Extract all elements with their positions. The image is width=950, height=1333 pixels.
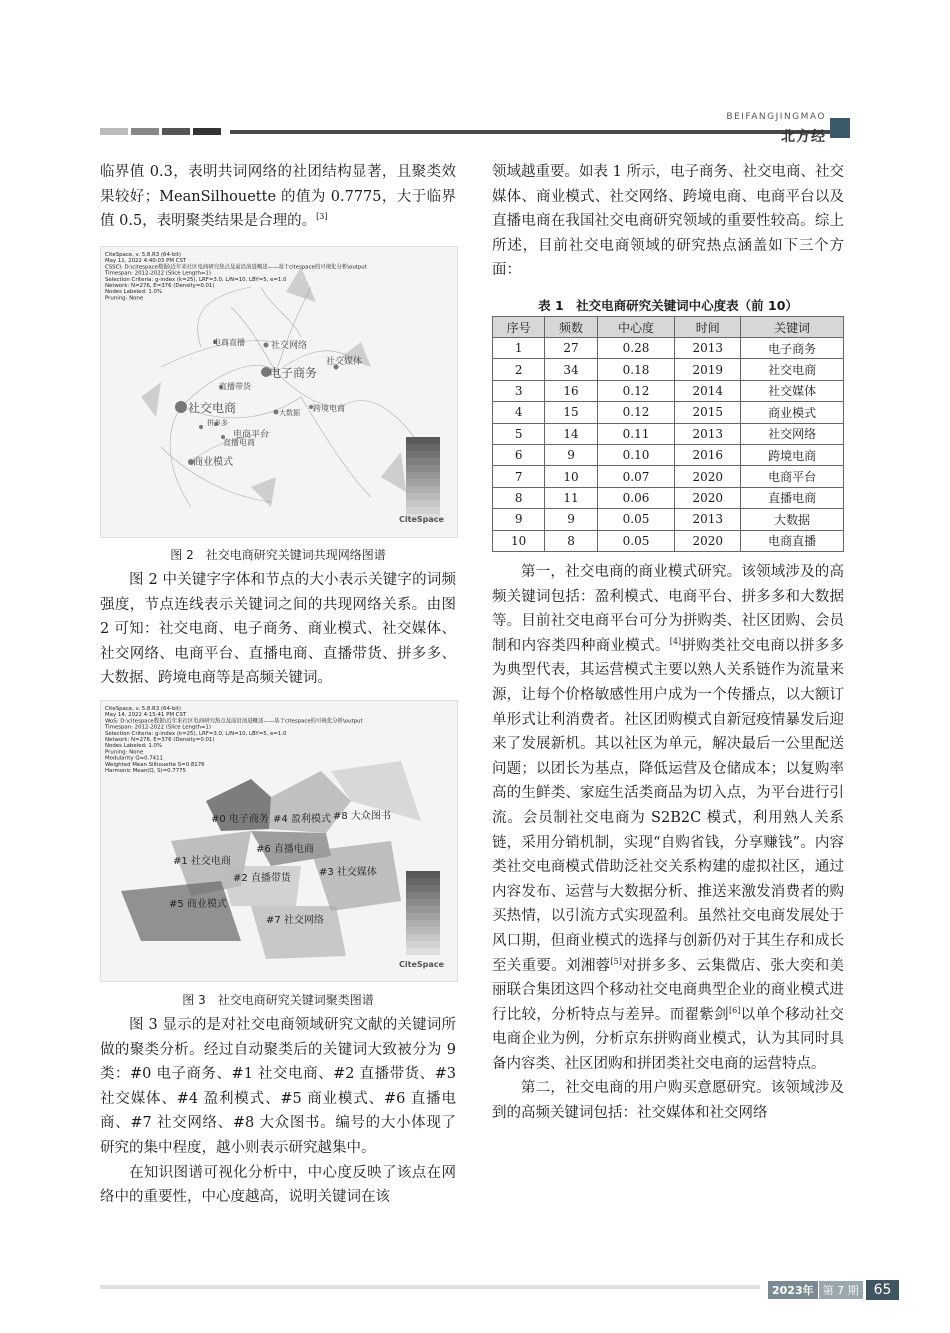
right-col-p1 — [492, 160, 844, 283]
left-col-p3 — [100, 1013, 456, 1210]
table-cell: 0.12 — [597, 402, 675, 423]
table-header-row — [493, 317, 844, 338]
table-cell: 8 — [493, 487, 545, 508]
fig2-label: 社交媒体 — [326, 357, 363, 367]
brand-cn: 北方经 — [781, 129, 826, 145]
figure-info-line: Timespan: 2012-2022 (Slice Length=1) — [105, 724, 211, 731]
fig2-label: 直播电商 — [223, 438, 255, 447]
fig2-label: 拼多多 — [207, 419, 228, 427]
legend-swatch — [406, 437, 440, 444]
fig2-label: 电商平台 — [233, 430, 270, 440]
table-cell: 社交媒体 — [741, 380, 844, 401]
table-cell: 直播电商 — [741, 487, 844, 508]
table-cell: 15 — [545, 402, 597, 423]
table-row — [493, 509, 844, 530]
paragraph: 在知识图谱可视化分析中，中心度反映了该点在网络中的重要性，中心度越高，说明关键词在该 — [100, 1164, 456, 1206]
figure-2-caption: 图 2 社交电商研究关键词共现网络图谱 — [170, 548, 386, 562]
figure-info-line: Weighted Mean Silhouette S=0.8176 — [105, 761, 205, 768]
table-header-cell: 时间 — [675, 317, 741, 338]
paragraph: 图 2 中关键字字体和节点的大小表示关键字的词频强度，节点连线表示关键词之间的共现网络关系。由图 2 可知：社交电商、电子商务、商业模式、社交媒体、社交网络、电商平台、直播电商、直播带货、拼多多、大数据、跨境电商等是高频关键词。 — [100, 572, 456, 687]
table-cell: 电商直播 — [741, 530, 844, 551]
legend-swatch — [406, 906, 440, 913]
legend-swatch — [406, 927, 440, 934]
table-cell: 社交网络 — [741, 423, 844, 444]
table-cell: 10 — [493, 530, 545, 551]
table-cell: 10 — [545, 466, 597, 487]
legend-swatch — [406, 892, 440, 899]
fig2-label: 商业模式 — [193, 457, 233, 468]
table-row — [493, 338, 844, 359]
legend-swatch — [406, 458, 440, 465]
fig2-label: 跨境电商 — [313, 404, 345, 413]
table-cell: 34 — [545, 359, 597, 380]
paragraph: 图 3 显示的是对社交电商领域研究文献的关键词所做的聚类分析。经过自动聚类后的关键词大致被分为 9 类：#0 电子商务、#1 社交电商、#2 直播带货、#3 社交媒体、#4 盈利模式、#5 商业模式、#6 直播电商、#7 社交网络、#8 大众图书。编号的大小体现了研究的集中程度，越小则表示研究越集中。 — [100, 1017, 456, 1156]
table-row — [493, 380, 844, 401]
legend-swatch — [406, 486, 440, 493]
legend-swatch — [406, 465, 440, 472]
table-row — [493, 423, 844, 444]
figure-info-line: CiteSpace, v. 5.8.R3 (64-bit) — [105, 706, 181, 712]
page-footer — [768, 1280, 899, 1300]
table-cell: 6 — [493, 444, 545, 465]
legend-swatch — [406, 941, 440, 948]
fig2-label: 社交电商 — [188, 401, 237, 415]
table-row — [493, 359, 844, 380]
table-cell: 大数据 — [741, 509, 844, 530]
table-cell: 电子商务 — [741, 338, 844, 359]
legend-swatch — [406, 493, 440, 500]
legend-swatch — [406, 948, 440, 955]
table-cell: 16 — [545, 380, 597, 401]
table-row — [493, 444, 844, 465]
table-cell: 2020 — [675, 466, 741, 487]
table-cell: 5 — [493, 423, 545, 444]
paragraph: 第一，社交电商的商业模式研究。该领域涉及的高频关键词包括：盈利模式、电商平台、拼多多和大数据等。目前社交电商平台可分为拼购类、社区团购、会员制和内容类四种商业模式。[4]拼购类社交电商以拼多多为典型代表，其运营模式主要以熟人关系链作为流量来源，让每个价格敏感性用户成为一个传播点，以大额订单形式让利消费者。社区团购模式自新冠疫情暴发后迎来了发展新机。其以社区为单元，解决最后一公里配送问题；以团长为基点，降低运营及仓储成本；以复购率高的生鲜类、家庭生活类商品为切入点，为平台进行引流。会员制社交电商为 S2B2C 模式，利用熟人关系链，采用分销机制，实现“自购省钱，分享赚钱”。内容类社交电商模式借助泛社交关系构建的虚拟社区，通过内容发布、运营与大数据分析、推送来激发消费者的购买热情，以引流方式实现盈利。虽然社交电商发展处于风口期，但商业模式的选择与创新仍对于其生存和成长至关重要。刘湘蓉[5]对拼多多、云集微店、张大奕和美丽联合集团这四个移动社交电商典型企业的商业模式进行比较，分析特点与差异。而翟紫剑[6]以单个移动社交电商企业为例，分析京东拼购商业模式，认为其同时具备内容类、社区团购和拼团类社交电商的运营特点。 — [492, 564, 845, 1072]
table-cell: 9 — [545, 509, 597, 530]
fig3-label: #1 社交电商 — [173, 856, 231, 867]
figure-2-network — [100, 246, 458, 538]
legend-swatch — [406, 913, 440, 920]
legend-swatch — [406, 920, 440, 927]
table-cell: 7 — [493, 466, 545, 487]
paragraph: 临界值 0.3，表明共词网络的社团结构显著，且聚类效果较好；MeanSilhouette 的值为 0.7775，大于临界值 0.5，表明聚类结果是合理的。 — [100, 164, 456, 230]
table-cell: 27 — [545, 338, 597, 359]
legend-swatch — [406, 479, 440, 486]
citation-ref: [3] — [316, 212, 328, 222]
table-row — [493, 487, 844, 508]
table-header-cell: 序号 — [493, 317, 545, 338]
table-row — [493, 402, 844, 423]
header-decor-bars — [100, 128, 221, 135]
left-col-p2 — [100, 568, 456, 691]
fig2-label: 大数据 — [279, 409, 300, 417]
figure-info-line: CiteSpace, v. 5.8.R3 (64-bit) — [105, 252, 181, 258]
table-header-cell: 中心度 — [597, 317, 675, 338]
table-cell: 0.28 — [597, 338, 675, 359]
fig3-label: #5 商业模式 — [169, 899, 227, 910]
color-scale-legend — [406, 437, 440, 521]
footer-rule — [100, 1285, 760, 1289]
centrality-table — [492, 316, 844, 552]
left-col-p1 — [100, 160, 456, 234]
figure-info-line: Selection Criteria: g-index (k=25), LRF=3.0, L/N=10, LBY=5, e=1.0 — [105, 276, 287, 283]
table-cell: 跨境电商 — [741, 444, 844, 465]
figure-info-line: Network: N=276, E=376 (Density=0.01) — [105, 283, 215, 289]
figure-info-line: Timespan: 2012-2022 (Slice Length=1) — [105, 270, 211, 277]
citation-ref: [5] — [610, 956, 622, 966]
table-cell: 2013 — [675, 423, 741, 444]
fig3-label: #2 直播带货 — [233, 873, 291, 884]
figure-info-line: CSSCI: D:\citespace数据\近年来社区电商研究热点及前沿演进概述——基于citespace的可视化分析\output — [105, 264, 367, 271]
table-header-cell: 频数 — [545, 317, 597, 338]
table-cell: 2020 — [675, 487, 741, 508]
paragraph: 领域越重要。如表 1 所示，电子商务、社交电商、社交媒体、商业模式、社交网络、跨境电商、电商平台以及直播电商在我国社交电商研究领域的重要性较高。综上所述，目前社交电商领域的研究热点涵盖如下三个方面： — [492, 164, 844, 279]
table-cell: 0.11 — [597, 423, 675, 444]
fig3-label: #0 电子商务 — [211, 814, 269, 825]
journal-brand — [726, 112, 826, 146]
table-cell: 4 — [493, 402, 545, 423]
paragraph: 第二，社交电商的用户购买意愿研究。该领域涉及到的高频关键词包括：社交媒体和社交网络 — [492, 1080, 844, 1122]
table-cell: 1 — [493, 338, 545, 359]
table-cell: 11 — [545, 487, 597, 508]
table-cell: 2016 — [675, 444, 741, 465]
legend-swatch — [406, 472, 440, 479]
fig3-label: #8 大众图书 — [333, 811, 391, 822]
brand-square — [830, 118, 850, 138]
figure-info-line: Network: N=276, E=376 (Density=0.01) — [105, 737, 215, 743]
figure-info-line: Pruning: None — [105, 749, 144, 756]
table-row — [493, 466, 844, 487]
figure-3-caption: 图 3 社交电商研究关键词聚类图谱 — [182, 993, 374, 1007]
legend-swatch — [406, 899, 440, 906]
table-cell: 9 — [493, 509, 545, 530]
fig3-label: #3 社交媒体 — [319, 867, 377, 878]
citespace-logo: CiteSpace — [399, 515, 444, 524]
legend-swatch — [406, 444, 440, 451]
table-cell: 2 — [493, 359, 545, 380]
table-cell: 2019 — [675, 359, 741, 380]
footer-issue: 第 7 期 — [819, 1281, 863, 1299]
legend-swatch — [406, 871, 440, 878]
fig3-label: #4 盈利模式 — [273, 814, 331, 825]
table-cell: 8 — [545, 530, 597, 551]
legend-swatch — [406, 507, 440, 514]
fig3-label: #6 直播电商 — [256, 844, 314, 855]
figure-info-line: WoS: D:\citespace数据\近年来社区电商研究热点及前沿演进概述——基于citespace的可视化分析\output — [105, 718, 363, 725]
legend-swatch — [406, 878, 440, 885]
fig2-label: 电商直播 — [213, 338, 245, 347]
table-cell: 2014 — [675, 380, 741, 401]
table-cell: 2020 — [675, 530, 741, 551]
fig2-label: 直播带货 — [219, 382, 251, 391]
citespace-logo: CiteSpace — [399, 960, 444, 969]
color-scale-legend — [406, 871, 440, 955]
citation-ref: [6] — [728, 1005, 741, 1015]
table-cell: 0.07 — [597, 466, 675, 487]
table-cell: 商业模式 — [741, 402, 844, 423]
table-header-cell: 关键词 — [741, 317, 844, 338]
fig3-label: #7 社交网络 — [266, 915, 324, 926]
fig2-label: 社交网络 — [271, 341, 308, 351]
table-cell: 0.12 — [597, 380, 675, 401]
figure-3-clusters — [100, 700, 458, 982]
right-col-p2 — [492, 560, 844, 1126]
figure-info-line: Selection Criteria: g-index (k=25), LRF=3.0, L/N=10, LBY=5, e=1.0 — [105, 730, 287, 737]
table-cell: 2013 — [675, 338, 741, 359]
table-cell: 9 — [545, 444, 597, 465]
legend-swatch — [406, 885, 440, 892]
legend-swatch — [406, 451, 440, 458]
footer-year: 2023年 — [768, 1281, 818, 1299]
table-cell: 0.18 — [597, 359, 675, 380]
legend-swatch — [406, 934, 440, 941]
citation-ref: [4] — [669, 636, 682, 646]
table-cell: 14 — [545, 423, 597, 444]
page-number: 65 — [866, 1280, 900, 1300]
table-cell: 2015 — [675, 402, 741, 423]
figure-info-line: Pruning: None — [105, 295, 144, 302]
table-cell: 0.06 — [597, 487, 675, 508]
figure-info-line: Harmonic Mean(Q, S)=0.7775 — [105, 768, 186, 774]
table-1-caption: 表 1 社交电商研究关键词中心度表（前 10） — [538, 298, 798, 313]
figure-info-line: Nodes Labeled: 1.0% — [105, 289, 163, 296]
brand-en: BEIFANGJINGMAO — [726, 112, 826, 122]
table-cell: 3 — [493, 380, 545, 401]
table-cell: 0.05 — [597, 530, 675, 551]
figure-info-line: May 14, 2022 4:15:41 PM CST — [105, 712, 187, 719]
table-cell: 2013 — [675, 509, 741, 530]
table-cell: 0.05 — [597, 509, 675, 530]
table-row — [493, 530, 844, 551]
table-cell: 电商平台 — [741, 466, 844, 487]
table-cell: 0.10 — [597, 444, 675, 465]
figure-info-line: Modularity Q=0.7411 — [105, 755, 163, 762]
fig2-label: 电子商务 — [269, 366, 318, 380]
figure-info-line: May 11, 2022 4:40:03 PM CST — [105, 258, 187, 265]
legend-swatch — [406, 500, 440, 507]
table-cell: 社交电商 — [741, 359, 844, 380]
figure-info-line: Nodes Labeled: 1.0% — [105, 743, 163, 750]
